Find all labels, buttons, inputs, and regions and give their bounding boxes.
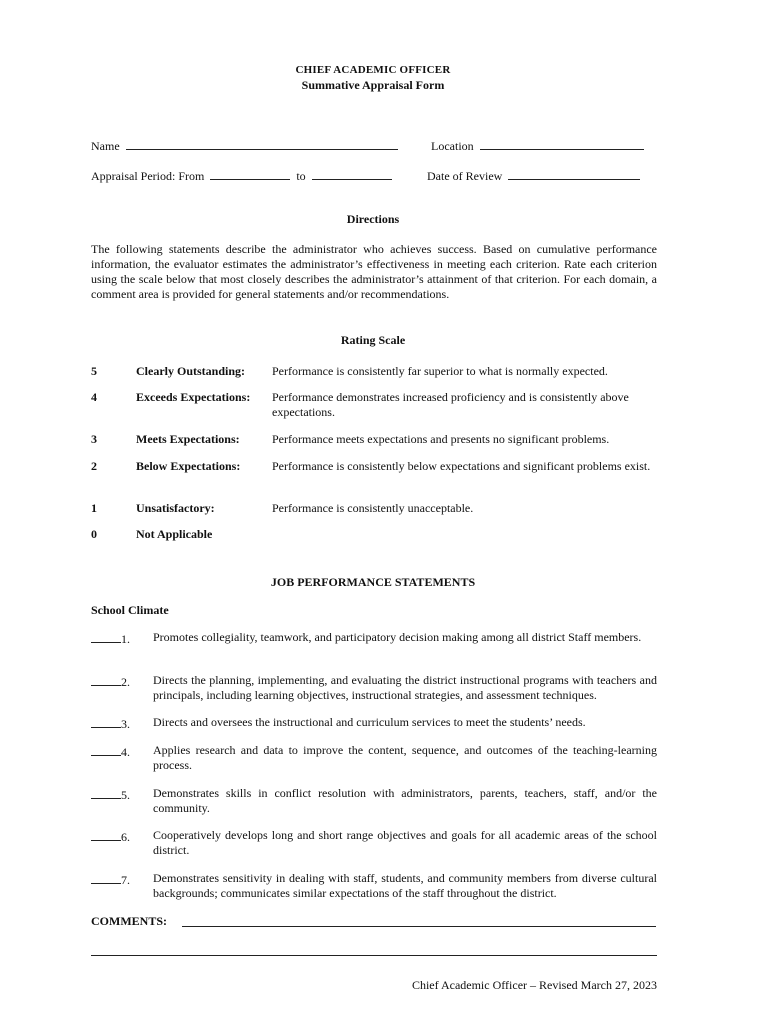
rating-value: 2 — [91, 459, 97, 473]
rating-entry[interactable] — [91, 786, 130, 803]
domain-title: School Climate — [91, 603, 169, 617]
rating-value: 3 — [91, 432, 97, 446]
rating-description: Performance demonstrates increased proficiency and is consistently above expectations. — [272, 390, 629, 419]
statement-number: 3. — [121, 717, 130, 731]
statement-text: Directs the planning, implementing, and evaluating the district instructional programs with teachers and principals, including learning objectives, instructional strategies, and assessment techniques. — [153, 673, 657, 702]
date-of-review-row — [427, 167, 640, 184]
date-of-review-label: Date of Review — [427, 169, 503, 183]
location-label: Location — [431, 139, 474, 153]
job-performance-heading: JOB PERFORMANCE STATEMENTS — [270, 575, 476, 589]
statement-number: 6. — [121, 830, 130, 844]
rating-entry[interactable] — [91, 715, 130, 732]
statement-text: Demonstrates sensitivity in dealing with staff, students, and community members from diverse cultural backgrounds; communicates similar expectations of the staff throughout the district. — [153, 871, 657, 900]
rating-description: Performance is consistently far superior to what is normally expected. — [272, 364, 608, 378]
rating-value: 1 — [91, 501, 97, 515]
period-from-field[interactable] — [210, 167, 290, 180]
name-field[interactable] — [126, 137, 398, 150]
rating-name: Unsatisfactory: — [136, 501, 215, 515]
appraisal-period-label: Appraisal Period: From — [91, 169, 205, 183]
statement-text: Directs and oversees the instructional and curriculum services to meet the students’ needs. — [153, 715, 586, 729]
directions-text: The following statements describe the administrator who achieves success. Based on cumulative performance information, the evaluator estimates the administrator’s effectiveness in meeting each criterion. Rate each criterion using the scale below that most closely describes the administrator’s attainment of that criterion. For each domain, a comment area is provided for general statements and/or recommendations. — [91, 242, 657, 301]
rating-name: Meets Expectations: — [136, 432, 240, 446]
comments-field-line-2[interactable] — [91, 955, 657, 956]
rating-entry[interactable] — [91, 673, 130, 690]
statement-number: 4. — [121, 745, 130, 759]
rating-name: Exceeds Expectations: — [136, 390, 251, 404]
directions-heading: Directions — [346, 212, 400, 226]
comments-label: COMMENTS: — [91, 914, 167, 928]
comments-field-line-1[interactable] — [182, 926, 656, 927]
appraisal-period-row — [91, 167, 392, 184]
rating-name: Clearly Outstanding: — [136, 364, 246, 378]
page-footer: Chief Academic Officer – Revised March 27, 2023 — [411, 978, 657, 992]
statement-text: Demonstrates skills in conflict resolution with administrators, parents, teachers, staff, and/or the community. — [153, 786, 657, 815]
location-field-row — [431, 137, 644, 154]
rating-value: 4 — [91, 390, 97, 404]
statement-number: 7. — [121, 873, 130, 887]
statement-text: Promotes collegiality, teamwork, and participatory decision making among all district Staff members. — [153, 630, 642, 644]
rating-value: 0 — [91, 527, 97, 541]
statement-number: 5. — [121, 788, 130, 802]
form-title: CHIEF ACADEMIC OFFICER — [295, 64, 451, 76]
name-field-row — [91, 137, 398, 154]
location-field[interactable] — [480, 137, 644, 150]
rating-description: Performance meets expectations and presents no significant problems. — [272, 432, 610, 446]
form-subtitle: Summative Appraisal Form — [301, 78, 445, 92]
rating-entry[interactable] — [91, 743, 130, 760]
date-of-review-field[interactable] — [508, 167, 640, 180]
statement-number: 2. — [121, 675, 130, 689]
rating-value: 5 — [91, 364, 97, 378]
rating-name: Not Applicable — [136, 527, 213, 541]
name-label: Name — [91, 139, 120, 153]
statement-text: Cooperatively develops long and short range objectives and goals for all academic areas of the school district. — [153, 828, 657, 857]
period-to-field[interactable] — [312, 167, 392, 180]
statement-text: Applies research and data to improve the content, sequence, and outcomes of the teaching-learning process. — [153, 743, 657, 772]
rating-entry[interactable] — [91, 828, 130, 845]
rating-name: Below Expectations: — [136, 459, 241, 473]
rating-scale-heading: Rating Scale — [340, 333, 406, 347]
rating-description: Performance is consistently unacceptable. — [272, 501, 474, 515]
rating-description: Performance is consistently below expectations and significant problems exist. — [272, 459, 651, 473]
period-to-label: to — [296, 169, 306, 183]
rating-entry[interactable] — [91, 630, 130, 647]
statement-number: 1. — [121, 632, 130, 646]
rating-entry[interactable] — [91, 871, 130, 888]
